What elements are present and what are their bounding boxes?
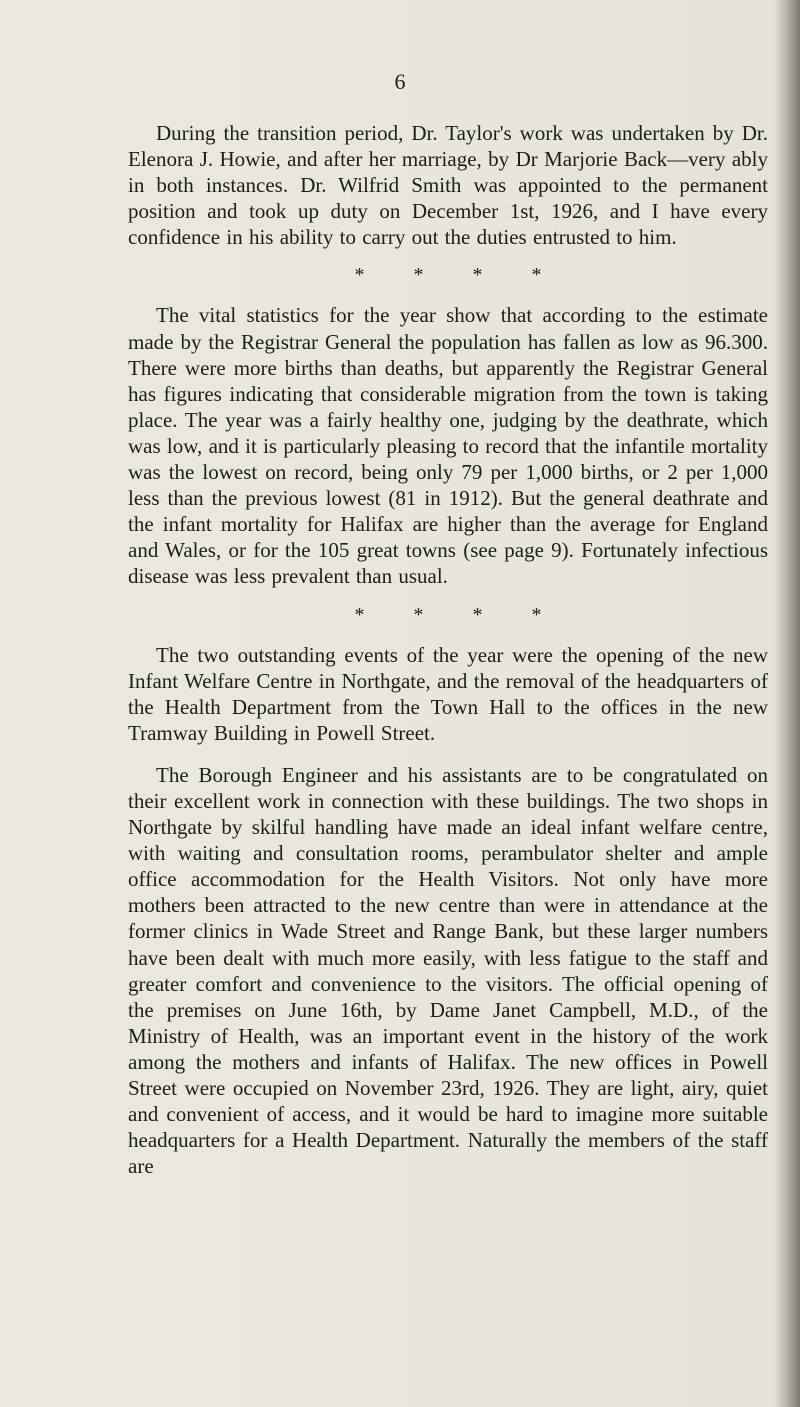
page-number: 6 <box>394 69 406 94</box>
page-edge-shadow <box>774 0 800 1407</box>
paragraph-outstanding-events: The two outstanding events of the year were the opening of the new Infant Welfare Centre in Northgate, and the removal of the headquarters of the Health Department from the Town Hall to the offices in the new Tramway Building in Powell Street. <box>128 642 768 745</box>
body-text <box>128 120 768 1179</box>
section-separator: * * * * <box>354 603 564 626</box>
section-separator: * * * * <box>354 264 564 287</box>
paragraph-borough-engineer: The Borough Engineer and his assistants are to be congratulated on their excellent work in connection with these buildings. The two shops in Northgate by skilful handling have made an ideal infant welfare centre, with waiting and consultation rooms, perambulator shelter and ample office accommodation for the Health Visitors. Not only have more mothers been attracted to the new centre than were in attendance at the former clinics in Wade Street and Range Bank, but these larger numbers have been dealt with much more easily, with less fatigue to the staff and greater comfort and convenience to the visitors. The official opening of the premises on June 16th, by Dame Janet Campbell, M.D., of the Ministry of Health, was an important event in the history of the work among the mothers and infants of Halifax. The new offices in Powell Street were occupied on November 23rd, 1926. They are light, airy, quiet and convenient of access, and it would be hard to imagine more suitable headquarters for a Health Department. Naturally the members of the staff are <box>128 762 768 1179</box>
paragraph-vital-statistics: The vital statistics for the year show that according to the estimate made by the Registrar General the population has fallen as low as 96.300. There were more births than deaths, but apparently the Registrar General has figures indicating that considerable migration from the town is taking place. The year was a fairly healthy one, judging by the deathrate, which was low, and it is particularly pleasing to record that the infantile mortality was the lowest on record, being only 79 per 1,000 births, or 2 per 1,000 less than the previous lowest (81 in 1912). But the general deathrate and the infant mortality for Halifax are higher than the average for England and Wales, or for the 105 great towns (see page 9). Fortunately infectious disease was less prevalent than usual. <box>128 303 768 589</box>
paragraph-staffing: During the transition period, Dr. Taylor's work was undertaken by Dr. Elenora J. Howie, and after her marriage, by Dr Marjorie Back—very ably in both instances. Dr. Wilfrid Smith was appointed to the permanent position and took up duty on December 1st, 1926, and I have every confidence in his ability to carry out the duties entrusted to him. <box>128 121 768 250</box>
